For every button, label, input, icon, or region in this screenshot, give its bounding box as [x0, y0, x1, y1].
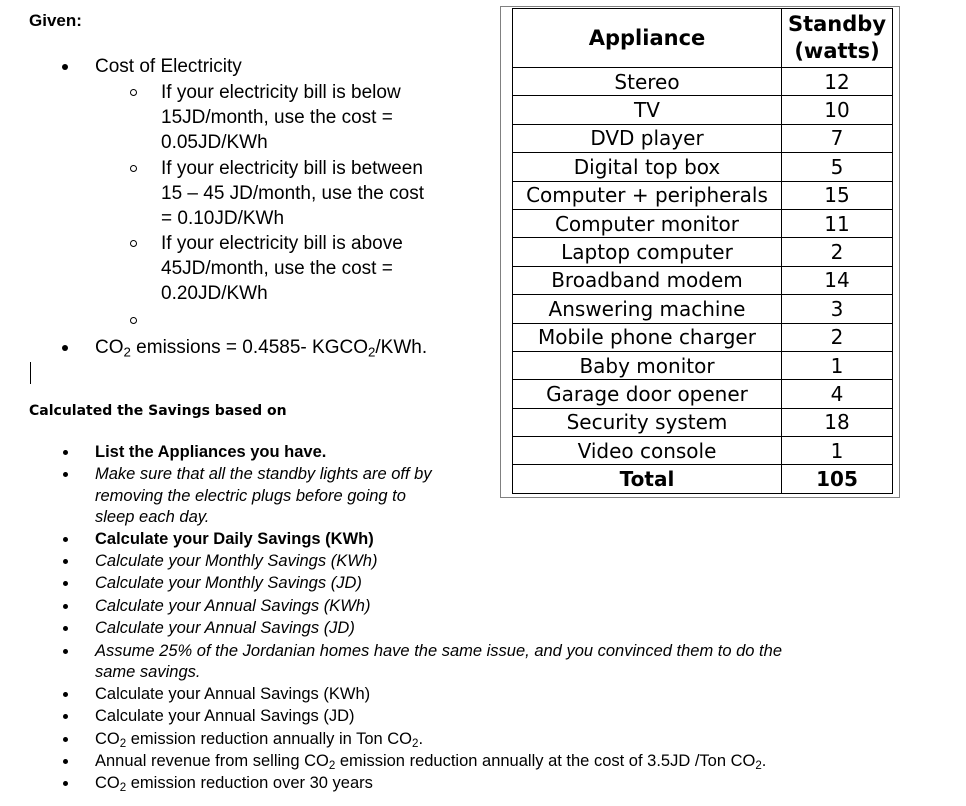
step-jordan-annual-kwh: Calculate your Annual Savings (KWh) — [95, 685, 371, 703]
step-co2-revenue: Annual revenue from selling $CO_2$ emission reduction annually at the cost of 3.5JD /Ton $CO_2$. — [95, 752, 767, 772]
header-standby: Standby (watts) — [782, 9, 893, 68]
bullet-icon — [63, 537, 68, 542]
cost-rule-2-line-2: 15 – 45 JD/month, use the cost — [161, 183, 424, 204]
bullet-icon — [63, 626, 68, 631]
table-row: Stereo 12 — [513, 68, 893, 96]
given-heading: Given: — [29, 11, 82, 30]
table-row: Garage door opener 4 — [513, 380, 893, 408]
step-assume-line-2: same savings. — [95, 663, 201, 681]
step-co2-30-years: $CO_2$ emission reduction over 30 years — [95, 774, 373, 794]
cost-rule-3-line-1: If your electricity bill is above — [161, 233, 403, 254]
cost-rule-2-line-1: If your electricity bill is between — [161, 158, 423, 179]
step-monthly-jd: Calculate your Monthly Savings (JD) — [95, 574, 362, 592]
circle-bullet-icon — [130, 89, 137, 96]
cost-rule-2-line-3: = 0.10JD/KWh — [161, 208, 285, 229]
text-cursor — [30, 362, 31, 384]
circle-bullet-icon — [130, 165, 137, 172]
table-row: TV 10 — [513, 96, 893, 124]
cost-rule-3-line-2: 45JD/month, use the cost = — [161, 258, 393, 279]
step-list-appliances: List the Appliances you have. — [95, 443, 327, 461]
header-appliance: Appliance — [513, 9, 782, 68]
table-row: DVD player 7 — [513, 124, 893, 152]
table-row: Laptop computer 2 — [513, 238, 893, 266]
step-daily-savings: Calculate your Daily Savings (KWh) — [95, 530, 374, 548]
cost-rule-1-line-1: If your electricity bill is below — [161, 82, 401, 103]
step-monthly-kwh: Calculate your Monthly Savings (KWh) — [95, 552, 378, 570]
bullet-icon — [63, 604, 68, 609]
cost-rule-3-line-3: 0.20JD/KWh — [161, 283, 268, 304]
bullet-icon — [62, 64, 68, 70]
table-row: Broadband modem 14 — [513, 266, 893, 294]
table-row: Mobile phone charger 2 — [513, 323, 893, 351]
circle-bullet-icon — [130, 240, 137, 247]
table-row: Answering machine 3 — [513, 295, 893, 323]
step-standby-line-3: sleep each day. — [95, 508, 210, 526]
step-standby-line-2: removing the electric plugs before going to — [95, 487, 406, 505]
cost-rule-1-line-2: 15JD/month, use the cost = — [161, 107, 393, 128]
table-total-row: Total 105 — [513, 465, 893, 493]
step-annual-jd: Calculate your Annual Savings (JD) — [95, 619, 355, 637]
step-annual-kwh: Calculate your Annual Savings (KWh) — [95, 597, 371, 615]
bullet-icon — [63, 472, 68, 477]
bullet-icon — [63, 450, 68, 455]
cost-heading: Cost of Electricity — [95, 56, 242, 77]
bullet-icon — [63, 714, 68, 719]
table-header-row — [513, 9, 893, 68]
table-row: Security system 18 — [513, 408, 893, 436]
co2-emissions: $CO_2$ emissions = 0.4585- $KGCO_2$/KWh. — [95, 337, 428, 360]
step-co2-reduction: $CO_2$ emission reduction annually in Ton $CO_2$. — [95, 730, 424, 750]
bullet-icon — [63, 692, 68, 697]
bullet-icon — [63, 559, 68, 564]
cost-rule-1-line-3: 0.05JD/KWh — [161, 132, 268, 153]
table-row: Computer monitor 11 — [513, 209, 893, 237]
standby-table — [512, 8, 893, 494]
step-jordan-annual-jd: Calculate your Annual Savings (JD) — [95, 707, 355, 725]
bullet-icon — [63, 781, 68, 786]
bullet-icon — [63, 649, 68, 654]
table-row: Computer + peripherals 15 — [513, 181, 893, 209]
table-row: Baby monitor 1 — [513, 351, 893, 379]
step-assume-line-1: Assume 25% of the Jordanian homes have the same issue, and you convinced them to do the — [95, 642, 782, 660]
step-standby-line-1: Make sure that all the standby lights are off by — [95, 465, 432, 483]
bullet-icon — [63, 737, 68, 742]
calc-heading: Calculated the Savings based on — [29, 403, 287, 419]
circle-bullet-icon — [130, 317, 137, 324]
table-row: Digital top box 5 — [513, 153, 893, 181]
bullet-icon — [62, 345, 68, 351]
table-row: Video console 1 — [513, 437, 893, 465]
bullet-icon — [63, 759, 68, 764]
bullet-icon — [63, 581, 68, 586]
